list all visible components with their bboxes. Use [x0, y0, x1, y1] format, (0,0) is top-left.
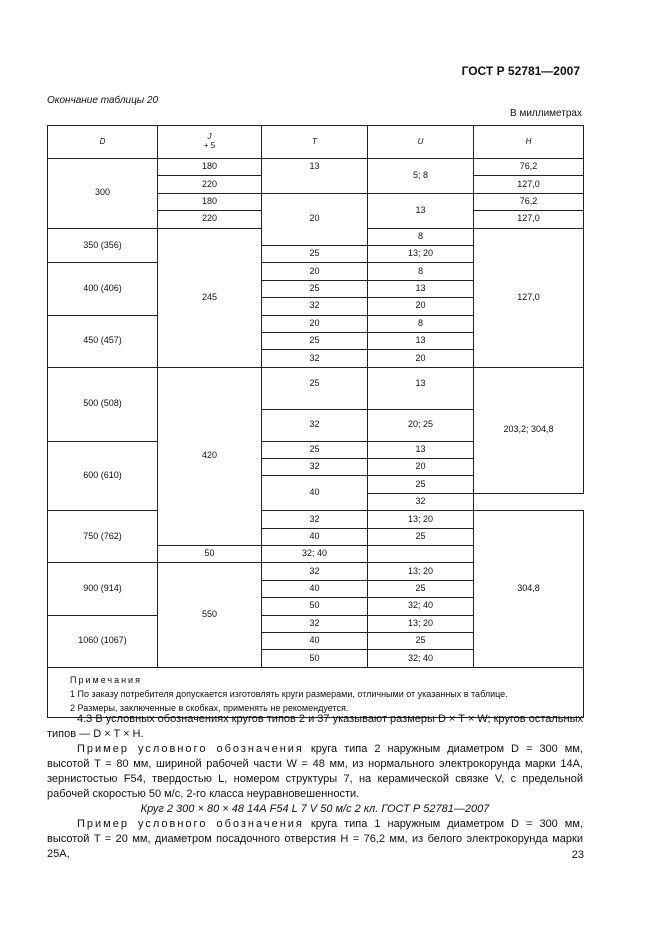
column-header-h: H	[474, 126, 584, 159]
column-header-d: D	[48, 126, 158, 159]
cell-j: 550	[158, 563, 262, 667]
cell-d: 300	[48, 159, 158, 229]
table-caption: Окончание таблицы 20	[47, 95, 159, 106]
paragraph-4-3: 4.3 В условных обозначениях кругов типов 2 и 37 указывают размеры D × T × W; кругов остальных типов — D × T × H.	[47, 713, 583, 740]
cell-d: 400 (406)	[48, 263, 158, 315]
table-notes-row	[48, 667, 584, 717]
cell-u: 8	[368, 228, 474, 245]
cell-t: 40	[262, 580, 368, 597]
cell-h: 203,2; 304,8	[474, 367, 584, 493]
cell-t: 25	[262, 441, 368, 458]
cell-u: 25	[368, 632, 474, 649]
body-text	[47, 712, 583, 862]
paragraph-example-1: Пример условного обозначения круга типа 2 наружным диаметром D = 300 мм, высотой T = 80 мм, шириной рабочей части W = 48 мм, из нормального электрокорунда марки 14А, зернистостью F54, твердостью L, номером структуры 7, на керамической связке V, с предельной рабочей скоростью 50 м/с, 2-го класса неуравновешенности.	[47, 743, 583, 800]
cell-u: 25	[368, 528, 474, 545]
cell-t: 25	[262, 245, 368, 262]
cell-j: 245	[158, 228, 262, 367]
cell-t: 40	[262, 528, 368, 545]
cell-t: 25	[262, 280, 368, 297]
cell-j: 220	[158, 176, 262, 193]
cell-u: 20	[368, 350, 474, 367]
cell-u: 13; 20	[368, 245, 474, 262]
cell-t: 32	[262, 409, 368, 441]
cell-u: 32	[368, 493, 474, 510]
cell-t: 32	[262, 350, 368, 367]
dimensions-table	[47, 125, 584, 718]
cell-u: 25	[368, 476, 474, 493]
table-units: В миллиметрах	[510, 108, 582, 119]
cell-d: 350 (356)	[48, 228, 158, 263]
cell-h: 127,0	[474, 176, 584, 193]
cell-h: 127,0	[474, 211, 584, 228]
cell-u: 20	[368, 298, 474, 315]
cell-u: 13	[368, 367, 474, 409]
cell-t: 50	[158, 546, 262, 563]
designation-example-1: Круг 2 300 × 80 × 48 14А F54 L 7 V 50 м/с 2 кл. ГОСТ Р 52781—2007	[140, 803, 490, 815]
cell-j: 420	[158, 367, 262, 545]
page-number: 23	[571, 849, 584, 861]
cell-t: 32	[262, 459, 368, 476]
cell-u: 13	[368, 441, 474, 458]
cell-j: 180	[158, 193, 262, 210]
cell-t: 13	[262, 159, 368, 194]
cell-t: 32	[262, 615, 368, 632]
paragraph-example-2: Пример условного обозначения круга типа 1 наружным диаметром D = 300 мм, высотой T = 20 мм, диаметром посадочного отверстия H = 76,2 мм, из белого электрокорунда марки 25А,	[47, 818, 583, 860]
cell-u: 13	[368, 332, 474, 349]
cell-d: 500 (508)	[48, 367, 158, 441]
cell-t: 25	[262, 332, 368, 349]
cell-d: 450 (457)	[48, 315, 158, 367]
cell-u: 20	[368, 459, 474, 476]
cell-u: 32; 40	[262, 546, 368, 563]
table-notes	[48, 667, 584, 717]
cell-t: 20	[262, 263, 368, 280]
cell-t: 32	[262, 298, 368, 315]
column-header-t: T	[262, 126, 368, 159]
cell-h: 76,2	[474, 193, 584, 210]
cell-u: 20; 25	[368, 409, 474, 441]
cell-u: 25	[368, 580, 474, 597]
cell-t: 40	[262, 632, 368, 649]
cell-u: 8	[368, 263, 474, 280]
table-row	[48, 511, 584, 528]
notes-title: Примечания	[70, 674, 142, 685]
cell-t: 32	[262, 563, 368, 580]
cell-t: 20	[262, 193, 368, 245]
cell-h: 127,0	[474, 228, 584, 367]
cell-t: 32	[262, 511, 368, 528]
table-row	[48, 159, 584, 176]
cell-u: 13	[368, 280, 474, 297]
column-header-j: J + 5	[158, 126, 262, 159]
cell-d: 750 (762)	[48, 511, 158, 563]
cell-d: 1060 (1067)	[48, 615, 158, 667]
cell-u: 5; 8	[368, 159, 474, 194]
document-header: ГОСТ Р 52781—2007	[461, 64, 580, 78]
cell-t: 25	[262, 367, 368, 409]
cell-u: 13; 20	[368, 511, 474, 528]
cell-j: 180	[158, 159, 262, 176]
note-1: 1 По заказу потребителя допускается изготовлять круги размерами, отличными от указанных в таблице.	[70, 688, 508, 699]
cell-u: 32; 40	[368, 598, 474, 615]
cell-u: 32; 40	[368, 650, 474, 667]
cell-j: 220	[158, 211, 262, 228]
cell-t: 20	[262, 315, 368, 332]
table-row	[48, 367, 584, 409]
cell-t: 50	[262, 598, 368, 615]
cell-d: 900 (914)	[48, 563, 158, 615]
column-header-u: U	[368, 126, 474, 159]
cell-h: 76,2	[474, 159, 584, 176]
cell-t: 50	[262, 650, 368, 667]
cell-d: 600 (610)	[48, 441, 158, 511]
cell-h: 304,8	[474, 511, 584, 668]
cell-u: 13	[368, 193, 474, 228]
cell-t: 40	[262, 476, 368, 511]
cell-u: 8	[368, 315, 474, 332]
note-2: 2 Размеры, заключенные в скобках, применять не рекомендуется.	[70, 702, 349, 713]
table-header-row	[48, 126, 584, 159]
cell-u: 13; 20	[368, 615, 474, 632]
cell-u: 13; 20	[368, 563, 474, 580]
